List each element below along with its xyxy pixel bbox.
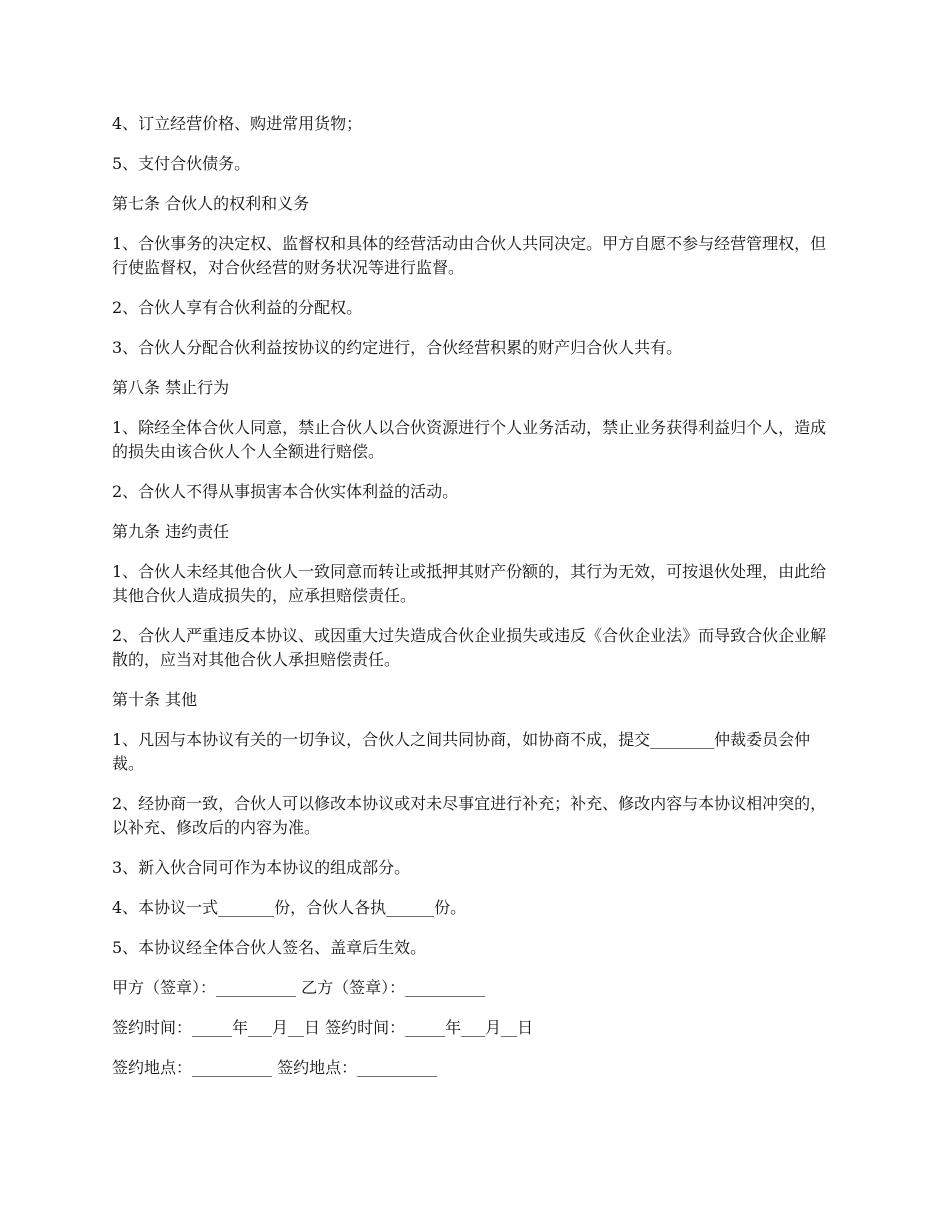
document-body	[112, 112, 832, 1096]
paragraph-article-7-item-1: 1、合伙事务的决定权、监督权和具体的经营活动由合伙人共同决定。甲方自愿不参与经营管理权，但行使监督权，对合伙经营的财务状况等进行监督。	[112, 234, 827, 277]
paragraph-article-10-item-5: 5、本协议经全体合伙人签名、盖章后生效。	[112, 938, 427, 957]
paragraph-article-10-item-4: 4、本协议一式_______份，合伙人各执______份。	[112, 898, 467, 917]
paragraph-article-10-item-3: 3、新入伙合同可作为本协议的组成部分。	[112, 858, 411, 877]
section-heading-article-9: 第九条 违约责任	[112, 522, 230, 541]
section-heading-article-7: 第七条 合伙人的权利和义务	[112, 194, 310, 213]
paragraph-item-5: 5、支付合伙债务。	[112, 154, 251, 173]
section-heading-article-10: 第十条 其他	[112, 690, 198, 709]
section-heading-article-8: 第八条 禁止行为	[112, 378, 230, 397]
paragraph-article-8-item-1: 1、除经全体合伙人同意，禁止合伙人以合伙资源进行个人业务活动，禁止业务获得利益归个人，造成的损失由该合伙人个人全额进行赔偿。	[112, 418, 827, 461]
paragraph-article-9-item-2: 2、合伙人严重违反本协议、或因重大过失造成合伙企业损失或违反《合伙企业法》而导致合伙企业解散的，应当对其他合伙人承担赔偿责任。	[112, 626, 827, 669]
paragraph-article-7-item-3: 3、合伙人分配合伙利益按协议的约定进行，合伙经营积累的财产归合伙人共有。	[112, 338, 683, 357]
paragraph-article-7-item-2: 2、合伙人享有合伙利益的分配权。	[112, 298, 363, 317]
signing-place-line: 签约地点：__________ 签约地点：__________	[112, 1058, 438, 1077]
paragraph-article-10-item-2: 2、经协商一致，合伙人可以修改本协议或对未尽事宜进行补充；补充、修改内容与本协议相冲突的，以补充、修改后的内容为准。	[112, 794, 827, 837]
paragraph-article-10-item-1: 1、凡因与本协议有关的一切争议，合伙人之间共同协商，如协商不成，提交________仲裁委员会仲裁。	[112, 730, 811, 773]
signing-date-line: 签约时间：_____年___月__日 签约时间：_____年___月__日	[112, 1018, 534, 1037]
signature-line: 甲方（签章）：__________ 乙方（签章）：__________	[112, 978, 486, 997]
paragraph-item-4: 4、订立经营价格、购进常用货物；	[112, 114, 363, 133]
paragraph-article-8-item-2: 2、合伙人不得从事损害本合伙实体利益的活动。	[112, 482, 459, 501]
paragraph-article-9-item-1: 1、合伙人未经其他合伙人一致同意而转让或抵押其财产份额的，其行为无效，可按退伙处理，由此给其他合伙人造成损失的，应承担赔偿责任。	[112, 562, 827, 605]
